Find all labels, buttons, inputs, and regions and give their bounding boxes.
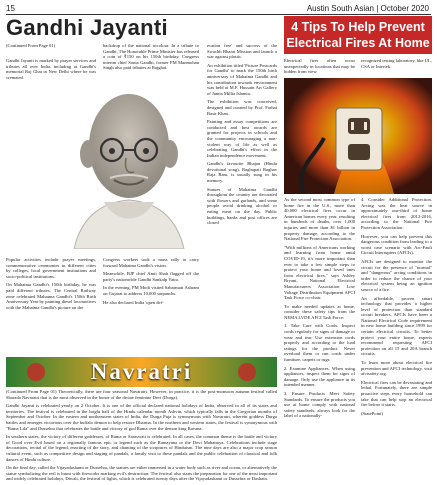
navratri-banner [6,357,277,387]
tips-para: 4. Consider Additional Protection. Arcing was the heat source in approximately one-third of home electrical fires from 2012-2016, according to the National Fire Protection Association. [361,197,432,230]
navratri-para: In southern states, the victory of different goddesses, of Rama or Saraswati is celebrated. In all cases, the common theme is the battle and victory of Good over Evil based on a regionally famous epic or legend such as the Ramayana or the Devi Mahatmya. Celebrations include stage decorations, recital of the legend, enacting of the story, and chanting of the scriptures of Hinduism. The nine days are also a major crop season cultural event, such as competitive design and staging of pandals, a family visit to these pandals and the public celebration of classical and folk dances of Hindu culture. [6,434,277,462]
tips-para: Electrical fires can be devastating and lethal. Fortunately, there are simple proactive steps every household can take that can help stop an electrical fire before it starts. [361,379,432,408]
tips-col2-top [361,58,432,72]
gandhi-para: He also declared India 'open def- [103,299,164,305]
gandhi-para: Gandhi's favourite Bhajan (Hindu devotional song), Raghupati Raghav Raja Ram, is usually sung in his memory. [207,161,277,184]
tips-col1-top [284,58,355,78]
navratri-para: (Continued From Page 01) Theoretically, there are four seasonal Navaratri. However, in practice, it is the post-monsoon autumn festival called Sharada Navaratri that is the most observed in the honor of the divine feminine Devi (Durga). [6,389,277,400]
tips-para: 3. Ensure Products Meet Safety Standards. To ensure the products you use at home comply with national safety standards, always look for the label of a nationally- [284,391,355,419]
navratri-headline: Navratri [90,359,193,384]
gandhi-para: Congress workers took a mass rally to carry forward Mahatma Gandhi's vision. [103,257,199,268]
gandhi-para: The exhibition was conceived, designed and curated by Prof. Farhat Basir Khan. [207,99,277,116]
tips-col2 [361,197,432,419]
gandhi-col3 [207,43,277,229]
navratri-body [6,389,277,485]
electrical-fire-photo [284,78,432,194]
tips-para: As the second most common type of home fire in the U.S., more than 40,000 electrical fires occur in American homes every year, resulting in hundreds of deaths, over 1,000 injuries and more than $1 billion in property damage, according to the National Fire Protection Association. [284,197,355,242]
gandhi-para: Statues of Mahatma Gandhi throughout the country are decorated with flowers and garlands, and some people avoid drinking alcohol or eating meat on the day. Public buildings, banks and post offices are closed [207,186,277,226]
gandhi-portrait [44,74,214,249]
gandhi-para: An exhibition titled 'Picture Postcards for Gandhi' to mark the 150th birth anniversary of Mahatma Gandhi and his contribution towards environment was held at M.F. Hussain Art Gallery of Jamia Millia Islamia. [207,62,277,96]
publication-line: Austin South Asian | October 2020 [306,4,429,13]
gandhi-para: backdrop of the national tricolour. In a tribute to Gandhi, The Honorable Prime Minister has released a coin of ₹150 on his 150th birthday. Congress interim chief Sonia Gandhi, former PM Manmohan Singh also paid tributes at Rajghat. [103,43,199,71]
gandhi-headline: Gandhi Jayanti [6,15,168,40]
gandhi-col2-top [103,43,199,74]
gandhi-para: In the evening, PM Modi visited Sabarmati Ashram on Gujarat to address 10,000 sarpanchs. [103,285,199,296]
tips-para: To make needed updates at home, consider these safety tips from the NEMA LVDE AFCI Task Force: [284,303,355,320]
tips-para: Electrical fires often occur unexpectedly in locations that may be hidden from view. [284,58,355,75]
tips-para: 1. Take Care with Cords. Inspect cords regularly for signs of damage or wear and tear. Use extension cords properly and according to the load ratings for the product. Never overload them or run cords under furniture, carpets or rugs. [284,323,355,363]
navratri-para: On the final day, called the Vijayadashami or Dussehra, the statues are either immersed in a water body such as river and ocean, or alternatively the statue symbolizing the evil is burnt with fireworks marking evil's destruction. The festival also starts the preparation for one of the most important and widely celebrated holidays, Diwali, the festival of lights, which is celebrated twenty days after the Vijayadashami or Dussehra or Dashain. [6,465,277,482]
page-number: 15 [6,4,15,13]
gandhi-col2-bottom [103,257,199,308]
tips-para: An affordable, proven smart technology that provides a higher level of protection than standard circuit breakers, AFCIs have been a National Electrical Code requirement in new home building since 1999 for certain electrical circuits. To better protect your entire home, experts recommend requesting AFCI protection on all 15 and 20A branch circuits. [361,295,432,357]
tips-para: 2. Examine Appliances. When using appliances, inspect them for signs of damage. Only use the appliance in its intended manner. [284,365,355,388]
tips-para: To learn more about electrical fire prevention and AFCI technology, visit afcisafety.org. [361,360,432,377]
tips-headline-banner [284,16,432,54]
tips-headline: 4 Tips To Help Prevent Electrical Fires At Home [286,20,430,50]
gandhi-para: Popular activities include prayer meetings, commemorative ceremonies in different cities by colleges, local government institutions and socio-political institutions. [6,257,96,279]
tips-para: (StatePoint) [361,410,383,416]
tips-col1 [284,197,355,422]
gandhi-para: Meanwhile, BJP chief Amit Shah flagged off the party's nationwide Gandhi Sankalp Yatra. [103,271,199,282]
gandhi-para: Gandhi Jayanti is marked by prayer services and tributes all over India, including at Gandhi's memorial Raj Ghat in New Delhi where he was cremated. [6,58,96,80]
continued-note: (Continued From Page 01) [6,43,56,48]
gandhi-para: ecation free' and success of the Swachh Bharat Mission and launch a war against plastic. [207,43,277,60]
navratri-para: Gandhi Jayanti is celebrated yearly on 2 October. It is one of the official declared national holidays of India, observed in all of its states and territories. The festival is celebrated in the bright half of the Hindu calendar month Ashvin, which typically falls in the Gregorian months of September and October. In the eastern and northeastern states of India, the Durga Puja is synonymous with Navaratri, wherein goddess Durga battles and emerges victorious over the buffalo demon to help restore Dharma. In the northern and western states, the festival is synonymous with "Rama Lila" and Dussehra that celebrates the battle and victory of god Rama over the demon king Ravana. [6,403,277,431]
gandhi-para: On Mahatma Gandhi's 150th birthday, he was paid different tributes. The Central Railway zone celebrated Mahatma Gandhi's 150th Birth Anniversary Year by painting diesel locomotives with the Mahatma Gandhi's picture on the [6,282,96,310]
gandhi-para: Painting and essay competitions are conducted and best awards are granted for projects in schools and the community encouraging a non-violent way of life as well as celebrating Gandhi's effort in the Indian independence movement. [207,119,277,158]
tips-para: "With millions of Americans working and learning from home amid COVID-19, it's more important than ever to take a few simple steps to protect your home and loved ones from electrical fires," says Ashley Bryant, National Electrical Manufacturers Association Low Voltage Distribution Equipment AFCI Task Force co-chair. [284,244,355,301]
gandhi-col1-bottom [6,257,96,313]
tips-para: AFCIs are designed to monitor the circuit for the presence of "normal" and "dangerous" arcing conditions in order to reduce the chance of your electrical system being an ignition source of a fire. [361,258,432,292]
tips-para: However, you can help prevent this dangerous condition from leading to a worst case scenario with Arc-Fault Circuit Interrupters (AFCIs). [361,233,432,256]
tips-para: recognized testing laboratory, like UL, CSA or Intertek. [361,58,432,69]
